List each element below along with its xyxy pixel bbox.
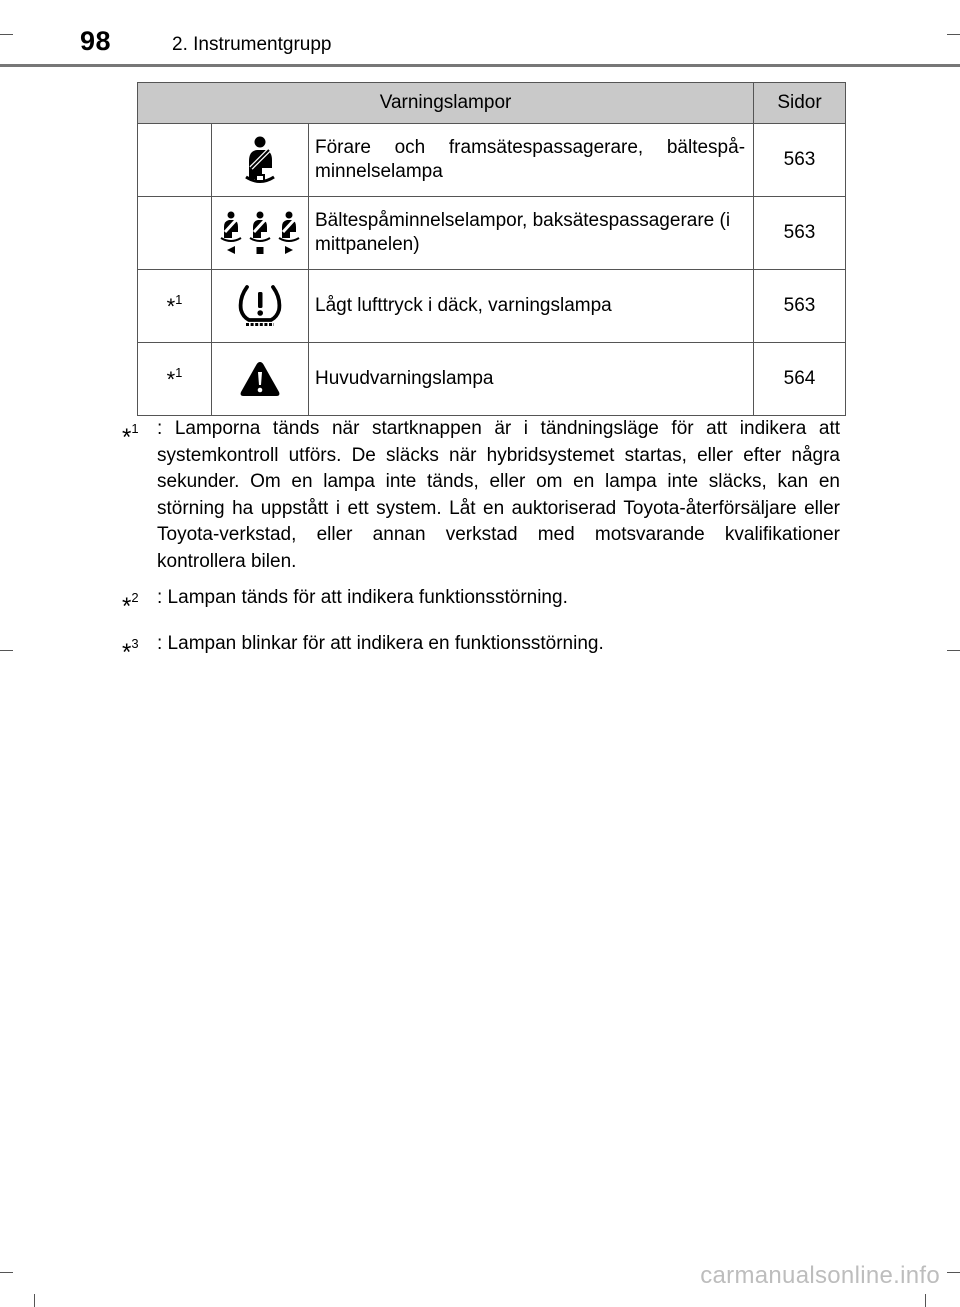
footnote-number: 1 xyxy=(131,421,139,436)
page-number: 98 xyxy=(80,26,112,56)
footnote-1 xyxy=(122,416,840,575)
footnote-3 xyxy=(122,631,840,667)
crop-mark xyxy=(0,650,13,651)
watermark: carmanualsonline.info xyxy=(700,1262,940,1289)
footnote-asterisk: * xyxy=(166,294,176,319)
column-header-warning-lights: Varningslampor xyxy=(138,83,754,124)
icon-cell xyxy=(212,197,309,270)
footnote-asterisk: * xyxy=(122,638,132,666)
description-cell: Förare och framsätespassagerare, bältespå-minnelselampa xyxy=(309,124,754,197)
warning-lights-table xyxy=(137,82,846,416)
crop-mark xyxy=(925,1294,926,1307)
crop-mark xyxy=(947,34,960,35)
page-reference: 563 xyxy=(754,197,846,270)
footnote-number: 2 xyxy=(131,590,139,605)
footnote-text: : Lamporna tänds när startknappen är i tändningsläge för att indikera att systemkontroll utförs. De släcks när hybridsystemet startas, eller efter några sekunder. Om en lampa inte tänds, eller om en lampa inte släcks, kan en störning ha uppstått i ett system. Låt en auktoriserad Toyota-återförsäljare eller Toyota-verkstad, eller annan verkstad med motsvarande kvalifikationer kontrollera bilen. xyxy=(157,418,840,572)
table-row xyxy=(138,270,846,343)
tire-pressure-icon xyxy=(237,284,283,328)
crop-mark xyxy=(947,1272,960,1273)
table-row xyxy=(138,197,846,270)
footnote-text: : Lampan tänds för att indikera funktionsstörning. xyxy=(157,587,568,608)
footnote-number: 1 xyxy=(175,292,183,307)
master-warning-icon xyxy=(238,359,282,399)
footnote-asterisk: * xyxy=(122,593,132,620)
column-header-pages: Sidor xyxy=(754,83,846,124)
footnote-text: : Lampan blinkar för att indikera en funktionsstörning. xyxy=(157,632,604,654)
footnote-asterisk: * xyxy=(122,424,132,451)
footnote-2 xyxy=(122,585,840,621)
icon-cell xyxy=(212,124,309,197)
crop-mark xyxy=(34,1294,35,1307)
section-title: 2. Instrumentgrupp xyxy=(172,34,332,55)
page-reference: 563 xyxy=(754,124,846,197)
icon-cell xyxy=(212,270,309,343)
table-row xyxy=(138,124,846,197)
footnote-mark-cell xyxy=(138,270,212,343)
crop-mark xyxy=(0,1272,13,1273)
header-divider xyxy=(0,64,960,67)
description-cell: Lågt lufttryck i däck, varningslampa xyxy=(309,270,754,343)
footnote-number: 1 xyxy=(175,365,183,380)
crop-mark xyxy=(0,34,13,35)
description-cell: Huvudvarningslampa xyxy=(309,343,754,416)
footnote-mark-cell xyxy=(138,197,212,270)
footnote-number: 3 xyxy=(131,635,139,651)
rear-seatbelts-icon xyxy=(214,208,306,258)
icon-cell xyxy=(212,343,309,416)
page-reference: 563 xyxy=(754,270,846,343)
footnote-mark-cell xyxy=(138,343,212,416)
table-row xyxy=(138,343,846,416)
seatbelt-icon xyxy=(238,134,282,186)
crop-mark xyxy=(947,650,960,651)
description-cell: Bältespåminnelselampor, baksätespassagerare (i mittpanelen) xyxy=(309,197,754,270)
footnote-asterisk: * xyxy=(166,367,176,392)
page-reference: 564 xyxy=(754,343,846,416)
footnote-mark-cell xyxy=(138,124,212,197)
footnotes xyxy=(122,416,840,676)
